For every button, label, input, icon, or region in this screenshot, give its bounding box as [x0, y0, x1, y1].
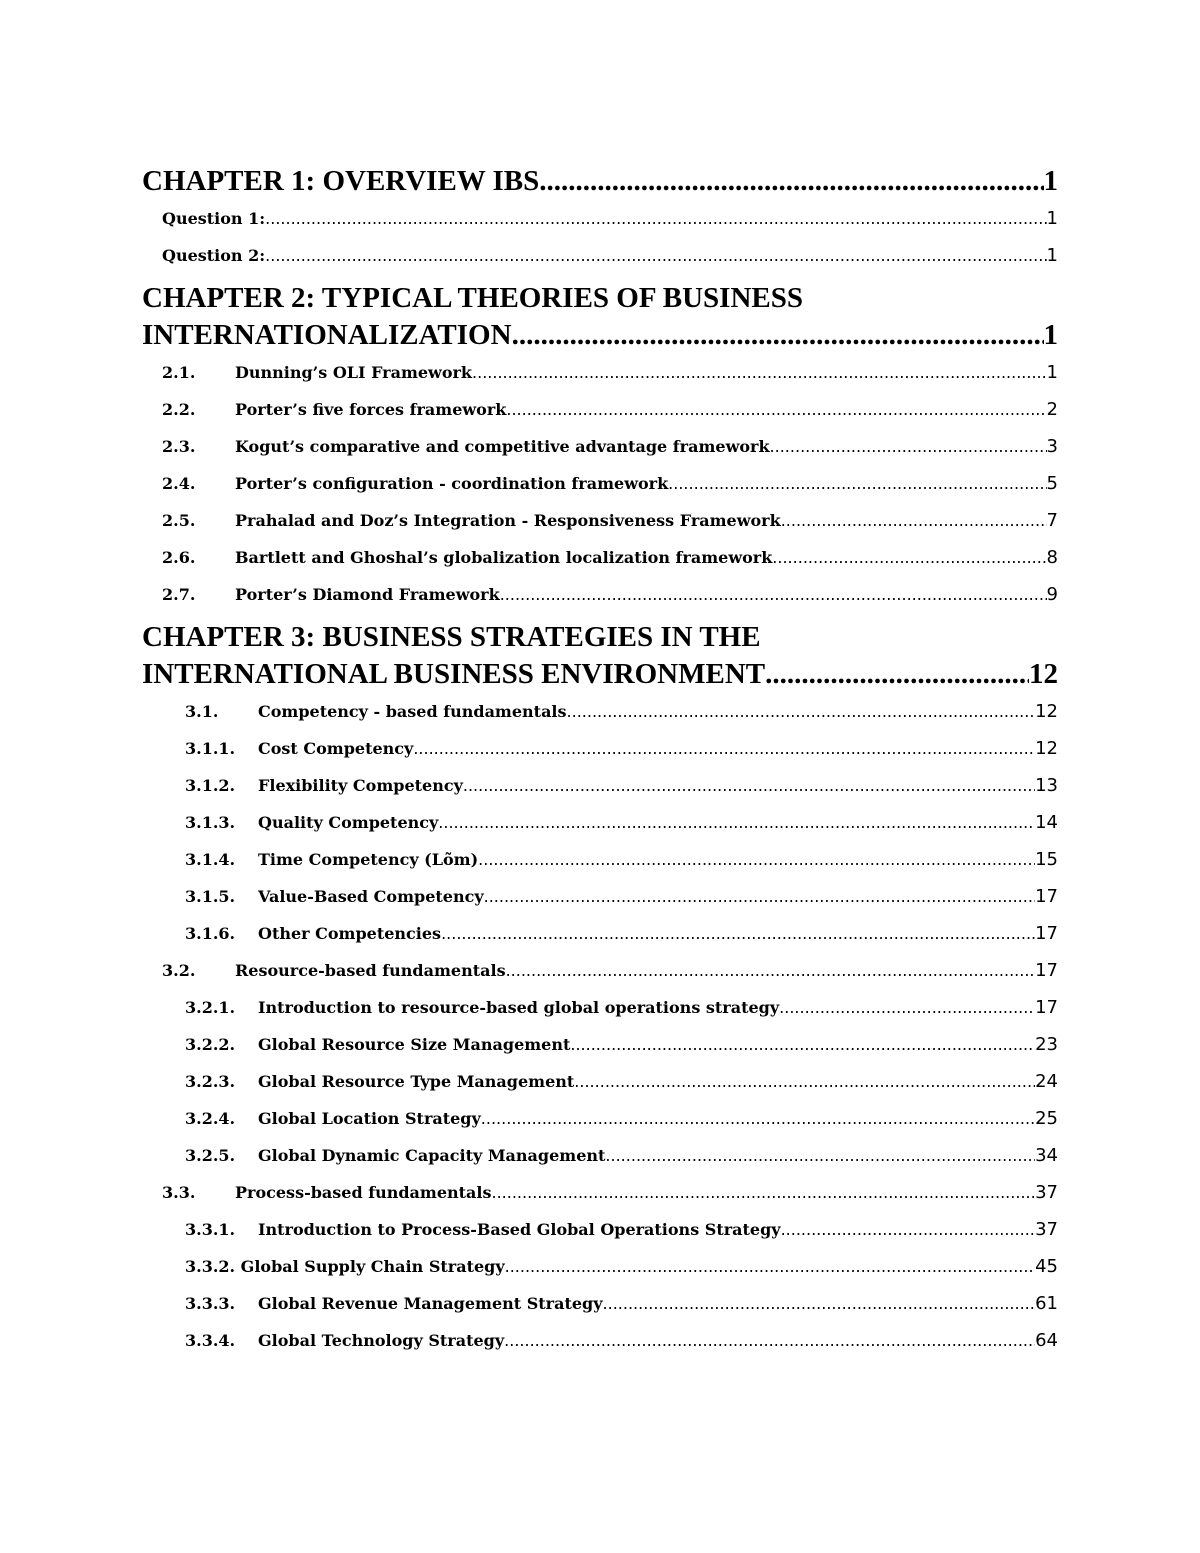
toc-chapter-3[interactable] — [142, 619, 1058, 693]
toc-entry-3-1-5[interactable] — [142, 878, 1058, 915]
entry-title: 3.3.2. Global Supply Chain Strategy — [185, 1257, 505, 1276]
toc-entry-3-1[interactable] — [142, 693, 1058, 730]
dot-leader — [603, 1285, 1036, 1322]
dot-leader — [539, 163, 1043, 200]
entry-title: Porter’s configuration - coordination framework — [235, 474, 669, 493]
entry-number: 3.1.2. — [185, 776, 236, 795]
chapter-title-line-1: CHAPTER 2: TYPICAL THEORIES OF BUSINESS — [142, 282, 803, 314]
toc-entry-3-2-3[interactable] — [142, 1063, 1058, 1100]
page-number: 17 — [1035, 960, 1058, 981]
page-number: 1 — [1046, 208, 1058, 229]
dot-leader — [770, 428, 1047, 465]
page-number: 17 — [1035, 886, 1058, 907]
toc-entry-2-1[interactable] — [142, 354, 1058, 391]
page-number: 14 — [1035, 812, 1058, 833]
chapter-title: CHAPTER 1: OVERVIEW IBS — [142, 165, 540, 197]
page-number: 15 — [1035, 849, 1058, 870]
entry-title: Flexibility Competency — [258, 776, 463, 795]
entry-title: Porter’s five forces framework — [235, 400, 507, 419]
entry-number: 3.2.3. — [185, 1072, 236, 1091]
chapter-title-line-2: INTERNATIONAL BUSINESS ENVIRONMENT — [142, 658, 766, 690]
page-number: 45 — [1035, 1256, 1058, 1277]
toc-entry-3-2-5[interactable] — [142, 1137, 1058, 1174]
entry-title: Other Competencies — [258, 924, 442, 943]
page-number: 61 — [1035, 1293, 1058, 1314]
entry-number: 2.5. — [162, 511, 196, 530]
entry-title: Time Competency (Lõm) — [258, 850, 479, 869]
entry-number: 3.2. — [162, 961, 196, 980]
entry-title: Process-based fundamentals — [235, 1183, 492, 1202]
page-number: 37 — [1035, 1219, 1058, 1240]
entry-title: Cost Competency — [258, 739, 414, 758]
page-number: 3 — [1046, 436, 1058, 457]
dot-leader — [265, 237, 1046, 274]
page-number: 1 — [1046, 245, 1058, 266]
page-number: 1 — [1046, 362, 1058, 383]
dot-leader — [506, 952, 1036, 989]
toc-entry-3-1-6[interactable] — [142, 915, 1058, 952]
dot-leader — [500, 576, 1047, 613]
toc-entry-2-2[interactable] — [142, 391, 1058, 428]
dot-leader — [463, 767, 1035, 804]
entry-title: Dunning’s OLI Framework — [235, 363, 473, 382]
entry-number: 2.1. — [162, 363, 196, 382]
entry-title: Global Revenue Management Strategy — [258, 1294, 603, 1313]
entry-title: Global Resource Type Management — [258, 1072, 575, 1091]
entry-number: 3.3. — [162, 1183, 196, 1202]
entry-title: Global Location Strategy — [258, 1109, 481, 1128]
toc-entry-3-1-2[interactable] — [142, 767, 1058, 804]
dot-leader — [438, 804, 1035, 841]
page-number: 8 — [1046, 547, 1058, 568]
page-number: 23 — [1035, 1034, 1058, 1055]
page-number: 34 — [1035, 1145, 1058, 1166]
toc-entry-2-4[interactable] — [142, 465, 1058, 502]
toc-entry-3-3-2[interactable] — [142, 1248, 1058, 1285]
entry-number: 3.1.1. — [185, 739, 236, 758]
entry-number: 3.1.3. — [185, 813, 236, 832]
dot-leader — [574, 1063, 1035, 1100]
dot-leader — [772, 539, 1046, 576]
dot-leader — [781, 502, 1047, 539]
page-number: 2 — [1046, 399, 1058, 420]
page-number: 5 — [1046, 473, 1058, 494]
entry-number: 3.1.6. — [185, 924, 236, 943]
dot-leader — [413, 730, 1035, 767]
entry-title: Kogut’s comparative and competitive advantage framework — [235, 437, 770, 456]
page-number: 1 — [1043, 319, 1058, 351]
page-number: 37 — [1035, 1182, 1058, 1203]
entry-title: Porter’s Diamond Framework — [235, 585, 500, 604]
toc-entry-3-2-1[interactable] — [142, 989, 1058, 1026]
page-number: 12 — [1035, 738, 1058, 759]
toc-entry-3-1-3[interactable] — [142, 804, 1058, 841]
entry-title: Question 2: — [162, 246, 266, 265]
page-number: 12 — [1029, 658, 1058, 690]
dot-leader — [570, 1026, 1035, 1063]
dot-leader — [481, 1100, 1035, 1137]
chapter-title-line-1: CHAPTER 3: BUSINESS STRATEGIES IN THE — [142, 621, 761, 653]
entry-title: Introduction to Process-Based Global Operations Strategy — [258, 1220, 781, 1239]
dot-leader — [605, 1137, 1035, 1174]
entry-number: 2.3. — [162, 437, 196, 456]
chapter-title-line-2: INTERNATIONALIZATION — [142, 319, 512, 351]
page-number: 64 — [1035, 1330, 1058, 1351]
entry-title: Resource-based fundamentals — [235, 961, 506, 980]
dot-leader — [505, 1248, 1035, 1285]
table-of-contents — [142, 163, 1058, 1359]
page-number: 13 — [1035, 775, 1058, 796]
toc-entry-3-1-1[interactable] — [142, 730, 1058, 767]
dot-leader — [567, 693, 1036, 730]
entry-title: Competency - based fundamentals — [258, 702, 567, 721]
dot-leader — [478, 841, 1035, 878]
dot-leader — [472, 354, 1047, 391]
dot-leader — [781, 1211, 1036, 1248]
entry-title: Prahalad and Doz’s Integration - Responsiveness Framework — [235, 511, 781, 530]
toc-entry-3-3-1[interactable] — [142, 1211, 1058, 1248]
page-number: 24 — [1035, 1071, 1058, 1092]
toc-entry-2-5[interactable] — [142, 502, 1058, 539]
dot-leader — [441, 915, 1035, 952]
toc-entry-2-3[interactable] — [142, 428, 1058, 465]
entry-number: 3.2.5. — [185, 1146, 236, 1165]
toc-entry-3-3-4[interactable] — [142, 1322, 1058, 1359]
toc-entry-3-3[interactable] — [142, 1174, 1058, 1211]
dot-leader — [492, 1174, 1036, 1211]
entry-number: 2.7. — [162, 585, 196, 604]
dot-leader — [779, 989, 1035, 1026]
entry-title: Global Resource Size Management — [258, 1035, 571, 1054]
entry-number: 3.1.5. — [185, 887, 236, 906]
toc-entry-3-3-3[interactable] — [142, 1285, 1058, 1322]
toc-entry-3-2[interactable] — [142, 952, 1058, 989]
entry-title: Value-Based Competency — [258, 887, 484, 906]
entry-number: 2.2. — [162, 400, 196, 419]
toc-chapter-2[interactable] — [142, 280, 1058, 354]
toc-entry-2-7[interactable] — [142, 576, 1058, 613]
entry-number: 3.2.2. — [185, 1035, 236, 1054]
entry-title: Global Technology Strategy — [258, 1331, 505, 1350]
entry-number: 3.3.3. — [185, 1294, 236, 1313]
entry-title: Quality Competency — [258, 813, 439, 832]
entry-title: Question 1: — [162, 209, 266, 228]
entry-title: Bartlett and Ghoshal’s globalization localization framework — [235, 548, 773, 567]
page-number: 9 — [1046, 584, 1058, 605]
toc-entry-3-2-2[interactable] — [142, 1026, 1058, 1063]
page-number: 7 — [1046, 510, 1058, 531]
dot-leader — [512, 317, 1044, 354]
dot-leader — [484, 878, 1035, 915]
entry-title: Global Dynamic Capacity Management — [258, 1146, 606, 1165]
entry-number: 3.2.4. — [185, 1109, 236, 1128]
toc-entry-2-6[interactable] — [142, 539, 1058, 576]
toc-entry-3-2-4[interactable] — [142, 1100, 1058, 1137]
entry-title: Introduction to resource-based global operations strategy — [258, 998, 780, 1017]
entry-number: 3.1. — [185, 702, 219, 721]
entry-number: 3.1.4. — [185, 850, 236, 869]
entry-number: 2.4. — [162, 474, 196, 493]
page-number: 25 — [1035, 1108, 1058, 1129]
toc-entry-3-1-4[interactable] — [142, 841, 1058, 878]
entry-number: 3.3.4. — [185, 1331, 236, 1350]
dot-leader — [265, 200, 1046, 237]
entry-number: 3.3.1. — [185, 1220, 236, 1239]
dot-leader — [506, 391, 1046, 428]
dot-leader — [765, 656, 1029, 693]
entry-number: 3.2.1. — [185, 998, 236, 1017]
page-number: 17 — [1035, 923, 1058, 944]
toc-entry-question-1[interactable] — [142, 200, 1058, 237]
toc-entry-question-2[interactable] — [142, 237, 1058, 274]
page-number: 17 — [1035, 997, 1058, 1018]
page-number: 12 — [1035, 701, 1058, 722]
dot-leader — [504, 1322, 1035, 1359]
toc-chapter-1[interactable] — [142, 163, 1058, 200]
entry-number: 2.6. — [162, 548, 196, 567]
page-number: 1 — [1043, 165, 1058, 197]
dot-leader — [668, 465, 1046, 502]
